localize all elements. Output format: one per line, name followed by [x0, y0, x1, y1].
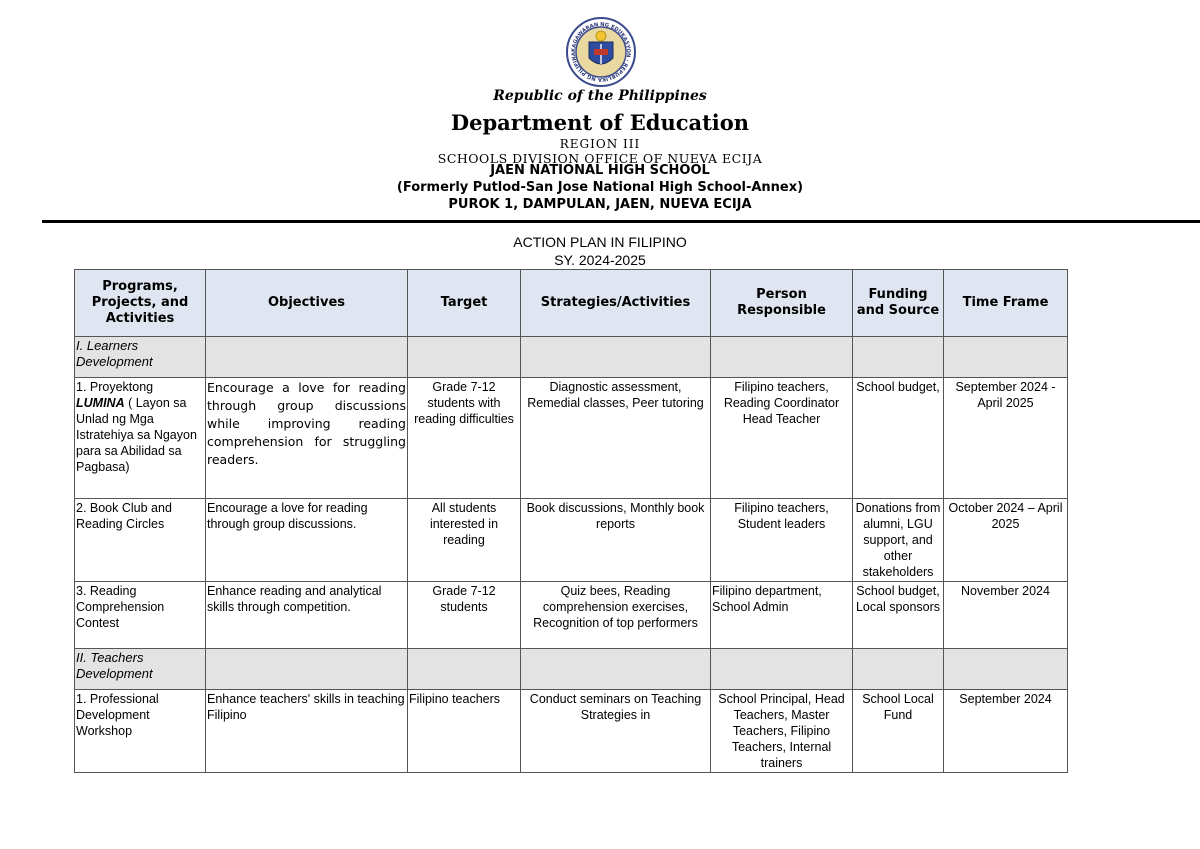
table-row: [75, 582, 1068, 649]
column-header: Person Responsible: [711, 270, 853, 337]
strategies-cell: Quiz bees, Reading comprehension exercises, Recognition of top performers: [521, 582, 711, 649]
strategies-cell: Conduct seminars on Teaching Strategies in: [521, 690, 711, 773]
target-cell: Filipino teachers: [408, 690, 521, 773]
section-row: [75, 649, 1068, 690]
action-plan-table: [74, 269, 1068, 773]
person-cell: School Principal, Head Teachers, Master Teachers, Filipino Teachers, Internal trainers: [711, 690, 853, 773]
target-cell: Grade 7-12 students: [408, 582, 521, 649]
section-label: I. Learners Development: [75, 337, 206, 378]
school-former-name: (Formerly Putlod-San Jose National High School-Annex): [396, 180, 804, 195]
program-cell: 2. Book Club and Reading Circles: [75, 499, 206, 582]
person-cell: Filipino department, School Admin: [711, 582, 853, 649]
deped-seal-logo: [565, 16, 637, 88]
strategies-cell: Diagnostic assessment, Remedial classes, Peer tutoring: [521, 378, 711, 499]
column-header: Time Frame: [944, 270, 1068, 337]
column-header: Funding and Source: [853, 270, 944, 337]
program-cell: 3. Reading Comprehension Contest: [75, 582, 206, 649]
funding-cell: School Local Fund: [853, 690, 944, 773]
section-label: II. Teachers Development: [75, 649, 206, 690]
table-row: [75, 690, 1068, 773]
program-cell: [75, 378, 206, 499]
table-row: [75, 378, 1068, 499]
document-title: ACTION PLAN IN FILIPINO: [513, 234, 687, 250]
program-prefix: 1. Proyektong: [76, 380, 154, 394]
funding-cell: School budget, Local sponsors: [853, 582, 944, 649]
table-header-row: [75, 270, 1068, 337]
section-row: [75, 337, 1068, 378]
table-row: [75, 499, 1068, 582]
header-divider: [42, 220, 1200, 223]
region-heading: REGION III: [559, 137, 641, 151]
program-cell: 1. Professional Development Workshop: [75, 690, 206, 773]
timeframe-cell: September 2024 - April 2025: [944, 378, 1068, 499]
republic-heading: Republic of the Philippines: [493, 88, 707, 104]
seal-ring-text: KAGAWARAN NG EDUKASYON · REPUBLIKA NG PILIPINA: [570, 21, 632, 83]
target-cell: All students interested in reading: [408, 499, 521, 582]
timeframe-cell: October 2024 – April 2025: [944, 499, 1068, 582]
objectives-cell: Encourage a love for reading through group discussions.: [206, 499, 408, 582]
objectives-cell: Enhance teachers' skills in teaching Filipino: [206, 690, 408, 773]
program-acronym: LUMINA: [76, 396, 125, 410]
target-cell: Grade 7-12 students with reading difficulties: [408, 378, 521, 499]
school-address: PUROK 1, DAMPULAN, JAEN, NUEVA ECIJA: [448, 197, 752, 212]
person-cell: Filipino teachers, Reading Coordinator Head Teacher: [711, 378, 853, 499]
school-year: SY. 2024-2025: [554, 252, 646, 268]
column-header: Programs, Projects, and Activities: [75, 270, 206, 337]
program-description: ( Layon sa Unlad ng Mga Istratehiya sa Ngayon para sa Abilidad sa Pagbasa): [76, 396, 197, 474]
document-title-block: [0, 233, 1200, 269]
funding-cell: School budget,: [853, 378, 944, 499]
column-header: Objectives: [206, 270, 408, 337]
objectives-cell: Encourage a love for reading through group discussions while improving reading comprehension for struggling readers.: [206, 378, 408, 499]
school-name: JAEN NATIONAL HIGH SCHOOL: [490, 163, 710, 178]
funding-cell: Donations from alumni, LGU support, and other stakeholders: [853, 499, 944, 582]
strategies-cell: Book discussions, Monthly book reports: [521, 499, 711, 582]
timeframe-cell: November 2024: [944, 582, 1068, 649]
column-header: Target: [408, 270, 521, 337]
timeframe-cell: September 2024: [944, 690, 1068, 773]
column-header: Strategies/Activities: [521, 270, 711, 337]
division-heading: SCHOOLS DIVISION OFFICE OF NUEVA ECIJA: [437, 151, 763, 166]
objectives-cell: Enhance reading and analytical skills through competition.: [206, 582, 408, 649]
person-cell: Filipino teachers, Student leaders: [711, 499, 853, 582]
department-heading: Department of Education: [450, 110, 750, 135]
